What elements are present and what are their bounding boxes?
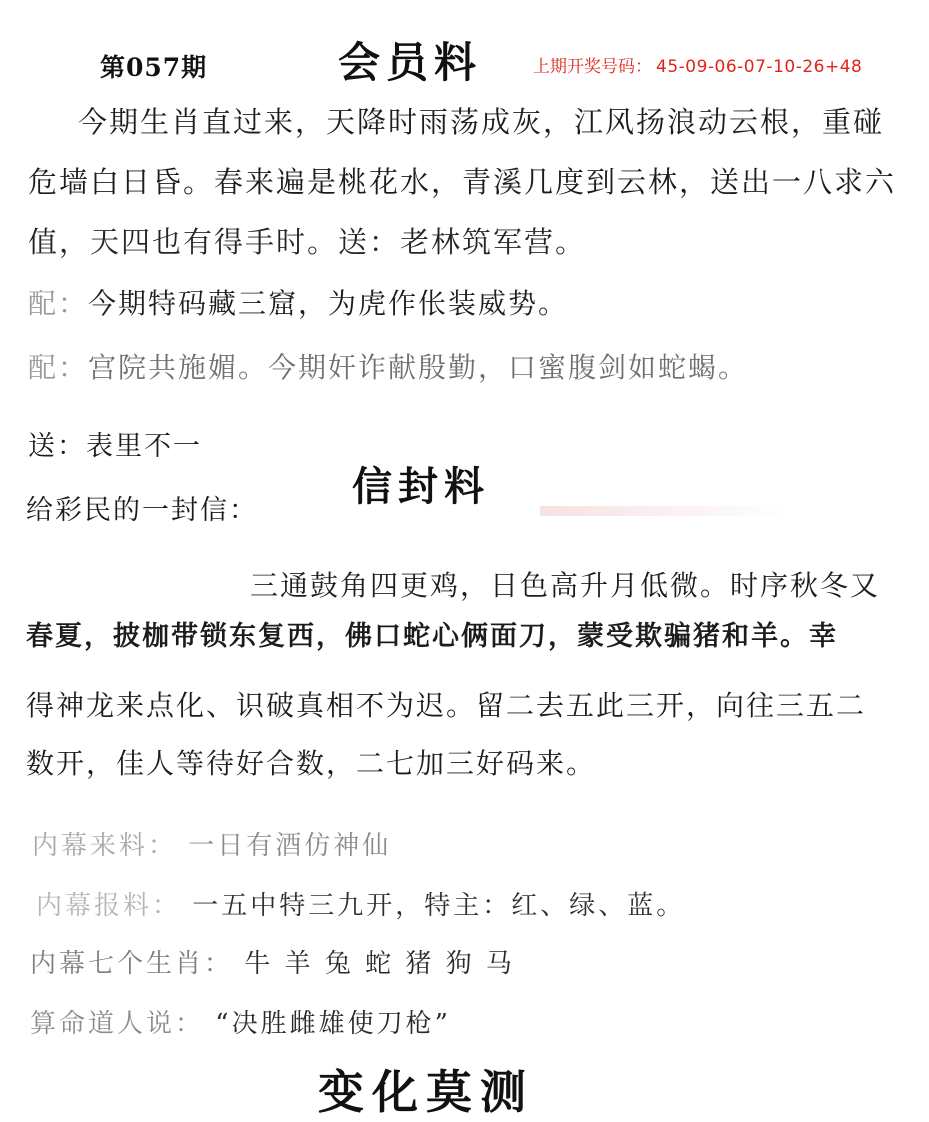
footer-title: 变化莫测 (318, 1065, 534, 1119)
inside-tip-2 (36, 885, 685, 922)
pei-label-2: 配： (28, 351, 89, 384)
inside-tip-2-text: 一五中特三九开，特主：红、绿、蓝。 (192, 891, 686, 921)
verse-line-3: 值，天四也有得手时。送：老林筑军营。 (28, 225, 587, 259)
letter-lead-in: 给彩民的一封信： (26, 495, 258, 526)
inside-tip-1 (32, 825, 391, 862)
inside-tip-1-text: 一日有酒仿神仙 (188, 831, 392, 861)
letter-line-2: 春夏，披枷带锁东复西，佛口蛇心俩面刀，蒙受欺骗猪和羊。幸 (26, 621, 838, 652)
verse-line-1: 今期生肖直过来，天降时雨荡成灰，江风扬浪动云根，重碰 (78, 105, 885, 139)
verse-line-2: 危墙白日昏。春来遍是桃花水，青溪几度到云林，送出一八求六 (28, 165, 897, 199)
inside-tip-4 (30, 1003, 451, 1040)
previous-draw-values: 45-09-06-07-10-26+48 (656, 57, 863, 77)
pei-text-1: 今期特码藏三窟，为虎作伥装威势。 (88, 287, 569, 320)
previous-draw-label: 上期开奖号码： (533, 57, 652, 77)
pei-line-2 (28, 346, 748, 386)
section-title-envelope: 信封料 (352, 463, 490, 510)
inside-tip-1-label: 内幕来料： (32, 831, 178, 861)
inside-tip-4-text: “决胜雌雄使刀枪” (215, 1009, 451, 1039)
pei-text-2: 宫院共施媚。今期奸诈献殷勤，口蜜腹剑如蛇蝎。 (88, 351, 749, 384)
decorative-smudge (540, 506, 790, 516)
inside-tip-4-label: 算命道人说： (30, 1009, 205, 1039)
song-line: 送：表里不一 (28, 431, 202, 462)
page-title: 会员料 (338, 38, 483, 87)
previous-draw-numbers (533, 52, 862, 77)
pei-line-1 (28, 282, 568, 322)
letter-line-3: 得神龙来点化、识破真相不为迟。留二去五此三开，向往三五二 (26, 689, 867, 722)
document-header (0, 22, 929, 87)
inside-tip-2-label: 内幕报料： (36, 891, 182, 921)
inside-tip-3-label: 内幕七个生肖： (30, 949, 234, 979)
letter-line-4: 数开，佳人等待好合数，二七加三好码来。 (26, 747, 597, 780)
letter-line-1: 三通鼓角四更鸡，日色高升月低微。时序秋冬又 (250, 569, 881, 602)
pei-label-1: 配： (28, 287, 89, 320)
inside-tip-3 (30, 943, 515, 980)
issue-number: 第057期 (100, 53, 208, 82)
inside-tip-3-text: 牛 羊 兔 蛇 猪 狗 马 (244, 949, 515, 979)
